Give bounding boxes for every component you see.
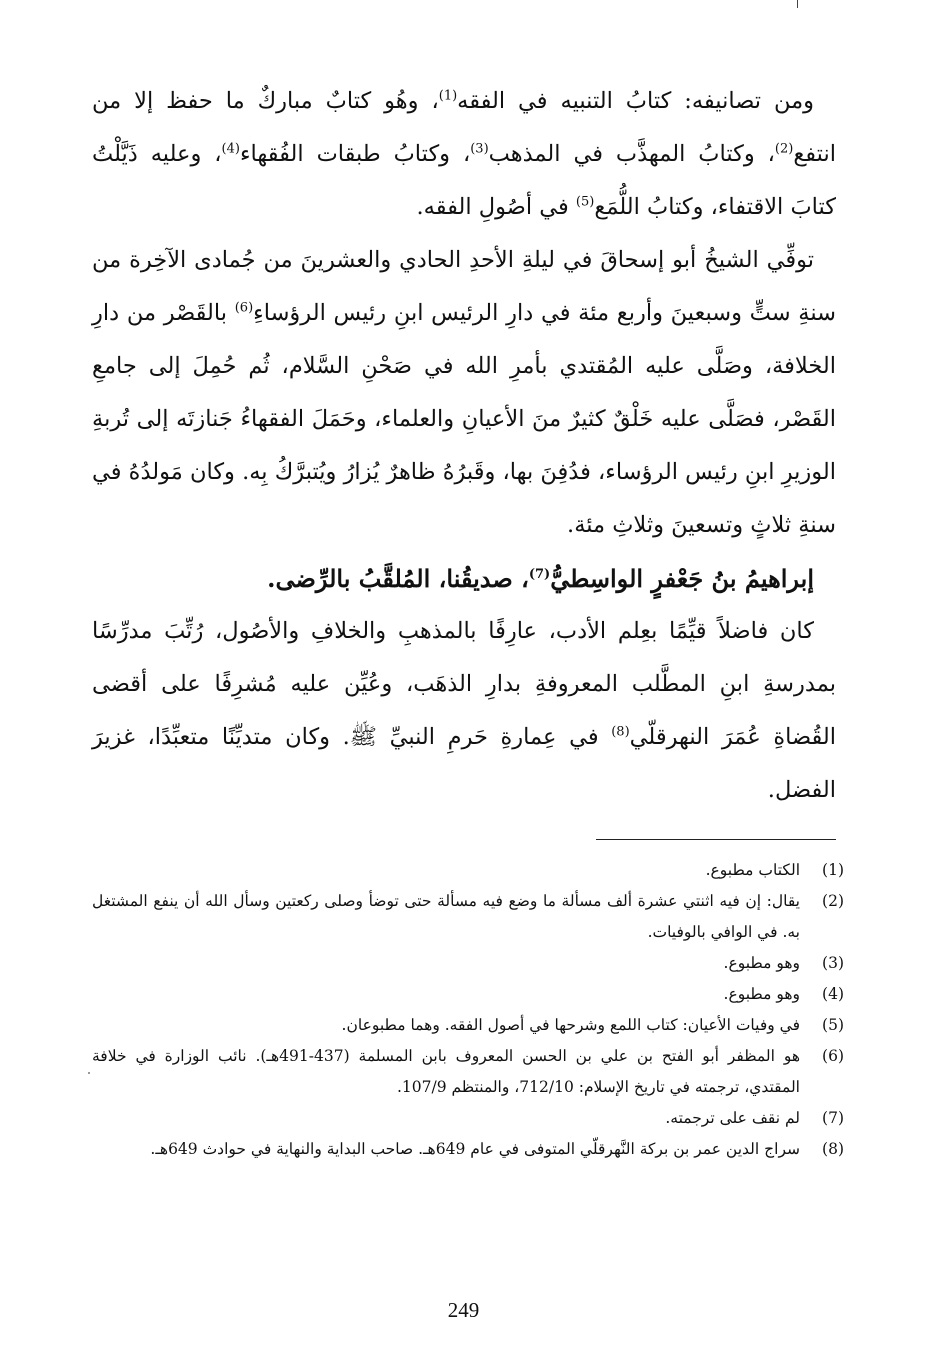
footnote-item (92, 1103, 844, 1134)
text-run: بالقَصْر من دارِ الخلافة، وصَلَّى عليه المُقتدي بأمرِ الله في صَحْنِ السَّلام، ثُم حُمِلَ إلى جامعِ القَصْر، فصَلَّى عليه خَلْقٌ كثيرٌ منَ الأعيانِ والعلماء، وحَمَلَ الفقهاءُ جَنازتَه إلى تُربةِ الوزيرِ ابنِ رئيس الرؤساء، فدُفِنَ بها، وقَبرُهُ ظاهرٌ يُزارُ ويُتبرَّكُ بِه. وكان مَولدُهُ في سنةِ ثلاثٍ وتسعينَ وثلاثِ مئة. (92, 300, 836, 538)
footnote-item (92, 1010, 844, 1041)
page-number: 249 (447, 1298, 480, 1322)
footnote-ref[interactable]: (3) (470, 141, 489, 157)
text-run: في أصُولِ الفقه. (416, 194, 576, 220)
footnote-number: (4) (822, 985, 844, 1003)
footnote-text: هو المظفر أبو الفتح بن علي بن الحسن المعروف بابن المسلمة (437-491هـ). نائب الوزارة في خلافة المقتدي، ترجمته في تاريخ الإسلام: 712/10، والمنتظم 107/9. (92, 1047, 800, 1096)
footnote-ref[interactable]: (5) (575, 194, 595, 210)
footnote-text: في وفيات الأعيان: كتاب اللمع وشرحها في أصول الفقه. وهما مطبوعان. (341, 1016, 800, 1034)
text-run: كان فاضلاً قيِّمًا بعِلم الأدب، عارِفًا بالمذهبِ والخلافِ والأصُول، رُتِّبَ مدرِّسًا بمدرسةِ ابنِ المطَّلب المعروفةِ بدارِ الذهَب، وعُيِّن عليه مُشرِفًا على أقضى القُضاةِ عُمَرَ النهرقلّي (92, 618, 837, 750)
footnote-ref[interactable]: (1) (438, 88, 458, 104)
footnote-text: يقال: إن فيه اثنتي عشرة ألف مسألة ما وضع فيه مسألة حتى توضأ وصلى ركعتين وسأل الله أن ينفع المشتغل به. في الوافي بالوفيات. (92, 892, 800, 941)
footnote-item (92, 855, 844, 886)
footnote-text: سراج الدين عمر بن بركة النَّهرقلّي المتوفى في عام 649هـ. صاحب البداية والنهاية في حوادث 649هـ. (150, 1140, 800, 1158)
footnote-ref[interactable]: (4) (221, 141, 240, 157)
text-run: ، وهُو كتابٌ مباركٌ ما حفظ إلا من انتفع (92, 88, 836, 167)
paragraph-death (92, 234, 836, 552)
footnote-number: (5) (822, 1016, 844, 1034)
footnote-item (92, 886, 844, 948)
footnote-number: (3) (822, 954, 844, 972)
footnote-number: (1) (822, 861, 844, 879)
footnote-number: (7) (822, 1109, 844, 1127)
paragraph-biography (92, 605, 836, 817)
footnote-item (92, 1134, 844, 1165)
footnote-ref[interactable]: (7) (528, 567, 551, 582)
footnote-text: وهو مطبوع. (723, 985, 800, 1003)
entry-heading (92, 552, 836, 605)
footnote-text: وهو مطبوع. (723, 954, 800, 972)
paragraph-works (92, 75, 836, 234)
footnotes (92, 855, 844, 1165)
text-run: ومن تصانيفه: كتابُ التنبيه في الفقه (457, 88, 814, 114)
footnote-ref[interactable]: (2) (774, 141, 794, 157)
footnote-number: (8) (822, 1140, 844, 1158)
margin-dot (88, 1072, 90, 1074)
footnote-ref[interactable]: (6) (234, 300, 254, 316)
footnote-text: لم نقف على ترجمته. (665, 1109, 800, 1127)
footnote-ref[interactable]: (8) (611, 724, 630, 740)
footnote-item (92, 1041, 844, 1103)
top-mark (797, 0, 798, 8)
footnote-item (92, 979, 844, 1010)
footnote-item (92, 948, 844, 979)
footnote-number: (2) (822, 892, 844, 910)
heading-name: إبراهيمُ بنُ جَعْفرٍ الواسِطيُّ (550, 564, 814, 593)
footnote-text: الكتاب مطبوع. (705, 861, 800, 879)
heading-rest: ، صديقُنا، المُلقَّبُ بالرِّضى. (267, 564, 529, 593)
main-text (92, 75, 836, 817)
text-run: ، وكتابُ المهذَّب في المذهب (488, 141, 775, 167)
footnote-separator (596, 839, 836, 840)
text-run: في عِمارةِ حَرمِ النبيِّ ﷺ. وكان متديِّنًا متعبِّدًا، غزيرَ الفضل. (92, 724, 836, 803)
text-run: توفِّي الشيخُ أبو إسحاقَ في ليلةِ الأحدِ الحادي والعشرينَ من جُمادى الآخِرة من سنةِ ستٍّ وسبعينَ وأربع مئة في دارِ الرئيس ابنِ رئيس الرؤساءِ (92, 247, 836, 326)
footnote-number: (6) (822, 1047, 844, 1065)
text-run: ، وكتابُ طبقات الفُقهاء (239, 141, 471, 167)
text-run: ، وعليه ذَيَّلْتُ كتابَ الاقتفاء، وكتابُ اللُّمَع (92, 141, 836, 220)
